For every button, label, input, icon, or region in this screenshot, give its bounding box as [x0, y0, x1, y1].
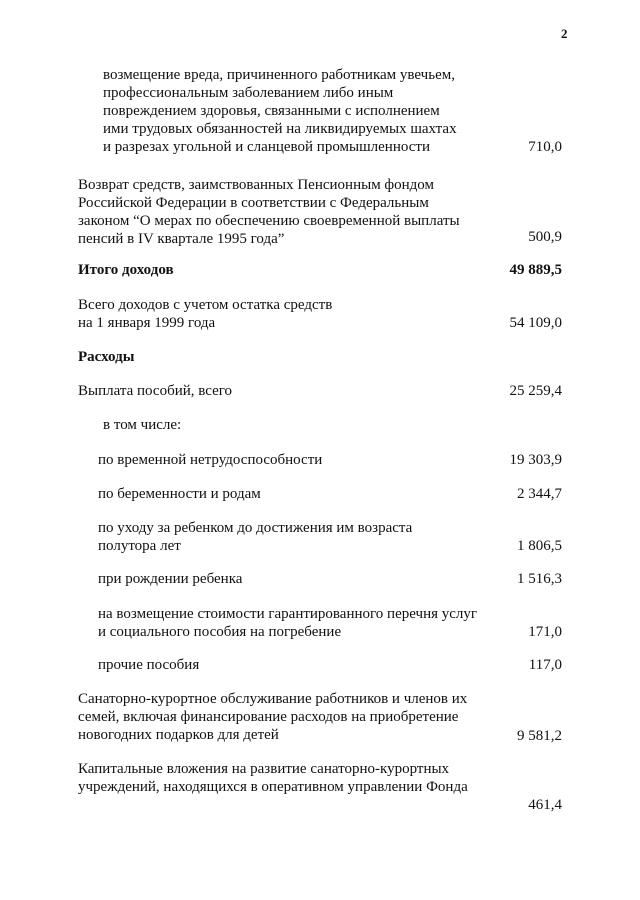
pension-fund-return-value: 500,9	[528, 229, 562, 245]
total-income-label: Итого доходов	[78, 262, 174, 278]
sanatorium-value: 9 581,2	[517, 728, 562, 744]
funeral-text	[98, 605, 477, 641]
capital-investment-value: 461,4	[528, 797, 562, 813]
text-line: и разрезах угольной и сланцевой промышленности	[103, 139, 430, 155]
other-benefits-value: 117,0	[528, 657, 562, 673]
birth-label: при рождении ребенка	[98, 571, 243, 587]
text-line: ими трудовых обязанностей на ликвидируемых шахтах	[103, 121, 457, 137]
disability-label: по временной нетрудоспособности	[98, 452, 323, 468]
text-line: возмещение вреда, причиненного работникам увечьем,	[103, 67, 455, 83]
compensation-value: 710,0	[528, 139, 562, 155]
pregnancy-value: 2 344,7	[517, 486, 562, 502]
pension-fund-return-text	[78, 176, 488, 248]
text-line: Возврат средств, заимствованных Пенсионным фондом	[78, 177, 435, 193]
text-line: повреждением здоровья, связанными с исполнением	[103, 103, 440, 119]
text-line: Всего доходов с учетом остатка средств	[78, 297, 333, 313]
text-line: и социального пособия на погребение	[98, 624, 342, 640]
income-with-balance-text	[78, 296, 332, 332]
disability-value: 19 303,9	[509, 452, 562, 468]
childcare-text	[98, 519, 412, 555]
text-line: полутора лет	[98, 538, 181, 554]
text-line: Санаторно-курортное обслуживание работников и членов их	[78, 691, 468, 707]
pregnancy-label: по беременности и родам	[98, 486, 261, 502]
income-with-balance-value: 54 109,0	[509, 315, 562, 331]
text-line: на возмещение стоимости гарантированного перечня услуг	[98, 606, 478, 622]
childcare-value: 1 806,5	[517, 538, 562, 554]
compensation-text	[103, 66, 489, 156]
benefits-total-value: 25 259,4	[509, 383, 562, 399]
page-number: 2	[561, 26, 568, 41]
text-line: законом “О мерах по обеспечению своевременной выплаты	[78, 213, 460, 229]
including-label: в том числе:	[103, 417, 182, 433]
text-line: по уходу за ребенком до достижения им возраста	[98, 520, 413, 536]
text-line: на 1 января 1999 года	[78, 315, 216, 331]
text-line: пенсий в IV квартале 1995 года”	[78, 231, 285, 247]
text-line: учреждений, находящихся в оперативном управлении Фонда	[78, 779, 468, 795]
benefits-total-label: Выплата пособий, всего	[78, 383, 233, 399]
total-income-value: 49 889,5	[509, 262, 562, 278]
text-line: профессиональным заболеванием либо иным	[103, 85, 394, 101]
text-line: новогодних подарков для детей	[78, 727, 279, 743]
other-benefits-label: прочие пособия	[98, 657, 200, 673]
birth-value: 1 516,3	[517, 571, 562, 587]
text-line: семей, включая финансирование расходов на приобретение	[78, 709, 459, 725]
capital-investment-text	[78, 760, 478, 796]
sanatorium-text	[78, 690, 482, 744]
text-line: Российской Федерации в соответствии с Федеральным	[78, 195, 429, 211]
text-line: Капитальные вложения на развитие санаторно-курортных	[78, 761, 450, 777]
funeral-value: 171,0	[528, 624, 562, 640]
expenses-heading: Расходы	[78, 349, 135, 365]
